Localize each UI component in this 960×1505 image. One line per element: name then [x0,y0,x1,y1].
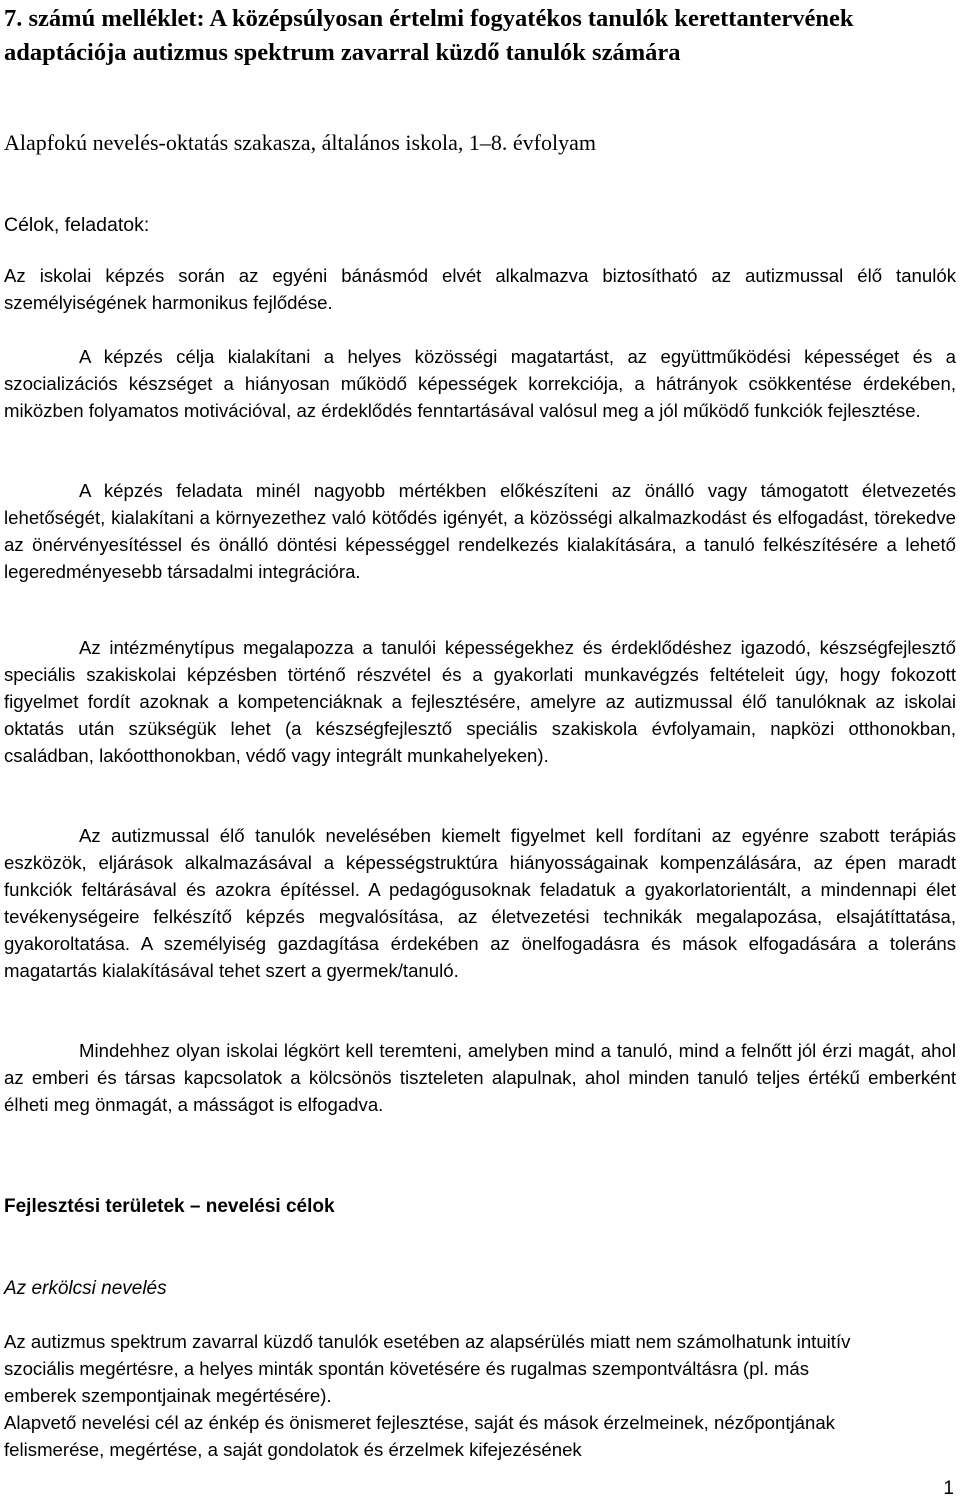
section-heading: Fejlesztési területek – nevelési célok [4,1196,335,1217]
document-subtitle: Alapfokú nevelés-oktatás szakasza, általános iskola, 1–8. évfolyam [4,130,596,155]
subsection-heading: Az erkölcsi nevelés [4,1278,167,1299]
paragraph-school-climate: Mindehhez olyan iskolai légkört kell teremteni, amelyben mind a tanuló, mind a felnőtt jól érzi magát, ahol az emberi és társas kapcsolatok a kölcsönös tiszteleten alapulnak, ahol minden tanuló teljes értékű emberként élheti meg önmagát, a másságot is elfogadva. [4,1040,956,1115]
goals-heading: Célok, feladatok: [4,214,150,236]
paragraph-institution: Az intézménytípus megalapozza a tanulói képességekhez és érdeklődéshez igazodó, készségfejlesztő speciális szakiskolai képzésben történő részvétel és a gyakorlati munkavégzés feltételeit úgy, hogy fokozott figyelmet fordít azoknak a kompetenciáknak a fejlesztésére, amelyre az autizmussal élő tanulóknak az iskolai oktatás után szükségük lehet (a készségfejlesztő speciális szakiskola évfolyamain, napközi otthonokban, családban, lakóotthonokban, védő vagy integrált munkahelyeken). [4,637,956,766]
subsection-paragraph: Alapvető nevelési cél az énkép és önismeret fejlesztése, saját és mások érzelmeinek, nézőpontjának felismerése, megértése, a saját gondolatok és érzelmek kifejezésének [4,1412,835,1460]
paragraph-intro: Az iskolai képzés során az egyéni bánásmód elvét alkalmazva biztosítható az autizmussal élő tanulók személyiségének harmonikus fejlődése. [4,265,956,313]
paragraph-autism-education: Az autizmussal élő tanulók nevelésében kiemelt figyelmet kell fordítani az egyénre szabott terápiás eszközök, eljárások alkalmazásával a képességstruktúra hiányosságainak kompenzálására, az épen maradt funkciók feltárásával és azokra építéssel. A pedagógusoknak feladatuk a gyakorlatorientált, a mindennapi élet tevékenységeire felkészítő képzés megvalósítása, az életvezetési technikák megalapozása, elsajátíttatása, gyakoroltatása. A személyiség gazdagítása érdekében az önelfogadásra és mások elfogadására a toleráns magatartás kialakításával tehet szert a gyermek/tanuló. [4,825,956,981]
paragraph-goal: A képzés célja kialakítani a helyes közösségi magatartást, az együttműködési képességet és a szocializációs készséget a hiányosan működő képességek korrekciója, a hátrányok csökkentése érdekében, miközben folyamatos motivációval, az érdeklődés fenntartásával valósul meg a jól működő funkciók fejlesztése. [4,346,956,421]
document-title: 7. számú melléklet: A középsúlyosan értelmi fogyatékos tanulók kerettantervének adaptációja autizmus spektrum zavarral küzdő tanulók számára [4,5,854,66]
paragraph-task: A képzés feladata minél nagyobb mértékben előkészíteni az önálló vagy támogatott életvezetés lehetőségét, kialakítani a környezethez való kötődés igényét, a közösségi alkalmazkodást és elfogadást, törekedve az önérvényesítéssel és önálló döntési képességgel rendelkezés kialakítására, a tanuló felkészítésére a lehető legeredményesebb társadalmi integrációra. [4,480,956,582]
subsection-paragraph: Az autizmus spektrum zavarral küzdő tanulók esetében az alapsérülés miatt nem számolhatunk intuitív szociális megértésre, a helyes minták spontán követésére és rugalmas szempontváltásra (pl. más emberek szempontjainak megértésére). [4,1331,851,1406]
page-number: 1 [943,1478,954,1499]
